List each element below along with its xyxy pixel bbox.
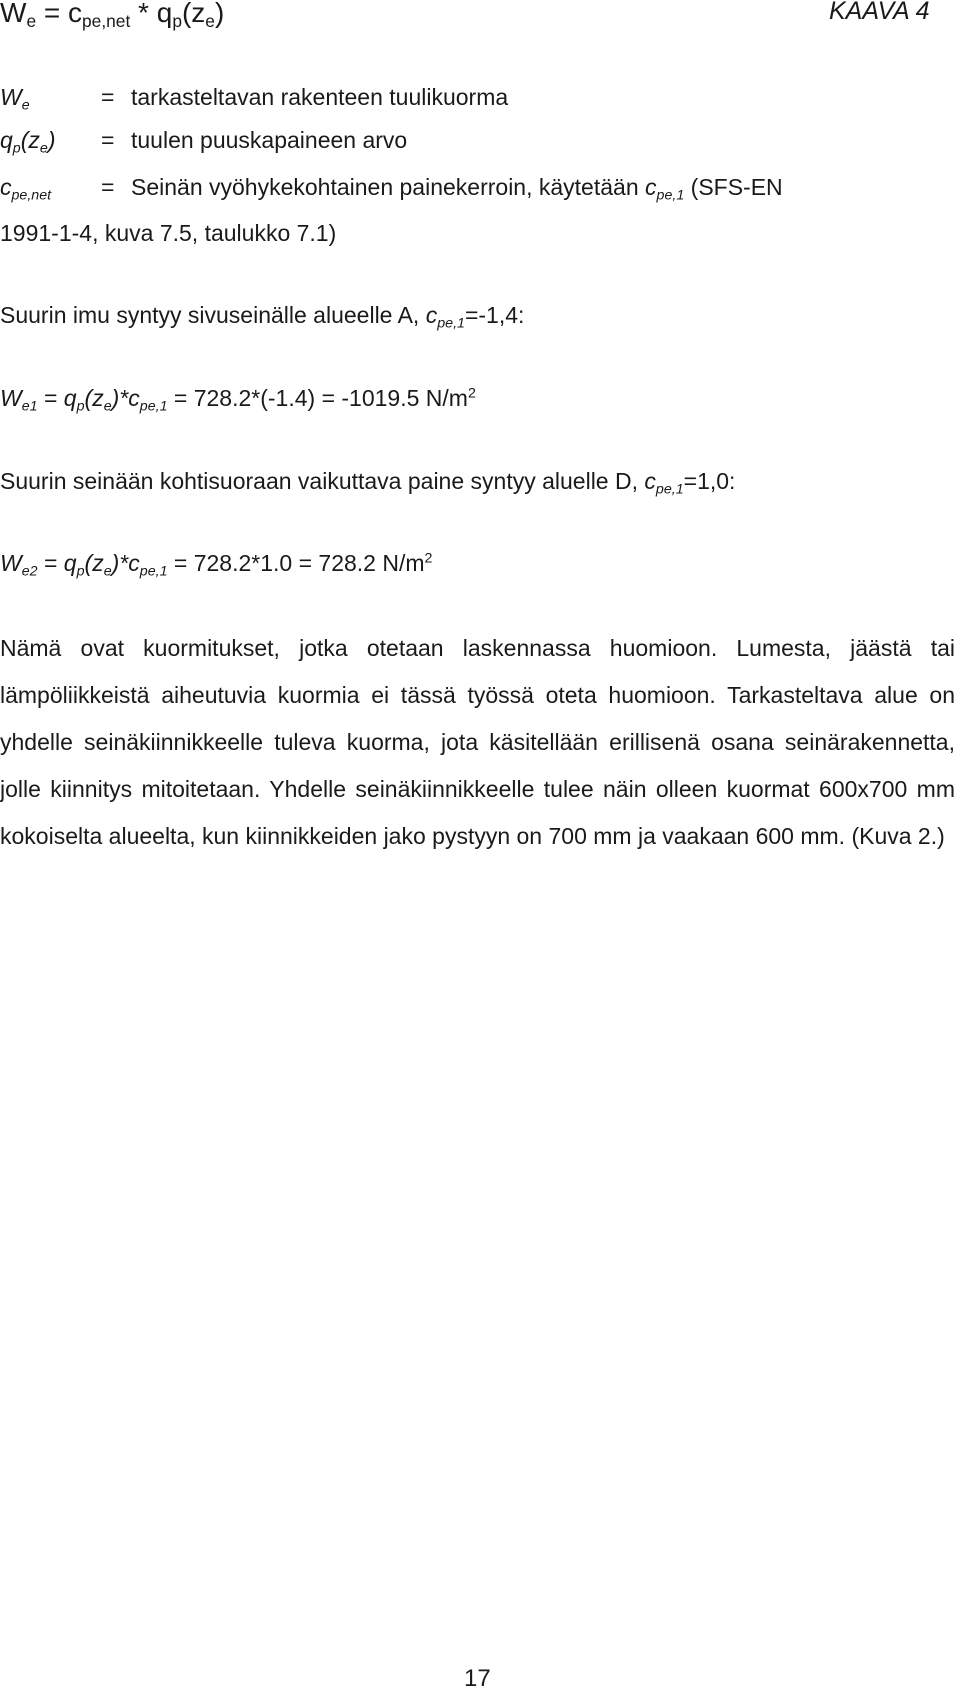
formula-main: $W_e = c_{pe,net} * q_p(z_e)$ (0, 0, 225, 32)
page-number: 17 (464, 1665, 491, 1692)
pressure-statement: Suurin seinään kohtisuoraan vaikuttava paine syntyy aluelle D, $c_{pe,1}=1,0$: (0, 468, 736, 498)
definition-symbol-we: $W_e$ (0, 84, 30, 114)
body-paragraph: Nämä ovat kuormitukset, jotka otetaan laskennassa huomioon. Lumesta, jäästä tai lämpöliikkeistä aiheutuvia kuormia ei tässä työssä oteta huomioon. Tarkasteltava alue on yhdelle seinäkiinnikkeelle tuleva kuorma, jota käsitellään erillisenä osana seinärakennetta, jolle kiinnitys mitoitetaan. Yhdelle seinäkiinnikkeelle tulee näin olleen kuormat 600x700 mm kokoiselta alueelta, kun kiinnikkeiden jako pystyyn on 700 mm ja vaakaan 600 mm. (Kuva 2.) (0, 635, 955, 849)
definition-equals: = (101, 84, 115, 110)
definition-text-cpenet: Seinän vyöhykekohtainen painekerroin, käytetään $c_{pe,1}$ (SFS-EN (131, 174, 783, 204)
formula-label: KAAVA 4 (829, 0, 930, 25)
definition-equals: = (101, 174, 115, 200)
equation-we1: $W_{e1} = q_p(z_e)*c_{pe,1} = 728.2*(-1.4) = -1019.5$ $N/m^2$ (0, 385, 476, 415)
definition-text-qp: tuulen puuskapaineen arvo (131, 127, 408, 153)
definition-equals: = (101, 127, 115, 153)
definition-symbol-qp: $q_p(z_e)$ (0, 127, 56, 157)
definition-continuation: 1991-1-4, kuva 7.5, taulukko 7.1) (0, 220, 337, 246)
equation-we2: $W_{e2} = q_p(z_e)*c_{pe,1} = 728.2*1.0 = 728.2$ $N/m^2$ (0, 550, 433, 580)
suction-statement: Suurin imu syntyy sivuseinälle alueelle A, $c_{pe,1}=-1,4$: (0, 302, 525, 332)
definition-symbol-cpenet: $c_{pe,net}$ (0, 174, 52, 204)
definition-text-we: tarkasteltavan rakenteen tuulikuorma (131, 84, 509, 110)
